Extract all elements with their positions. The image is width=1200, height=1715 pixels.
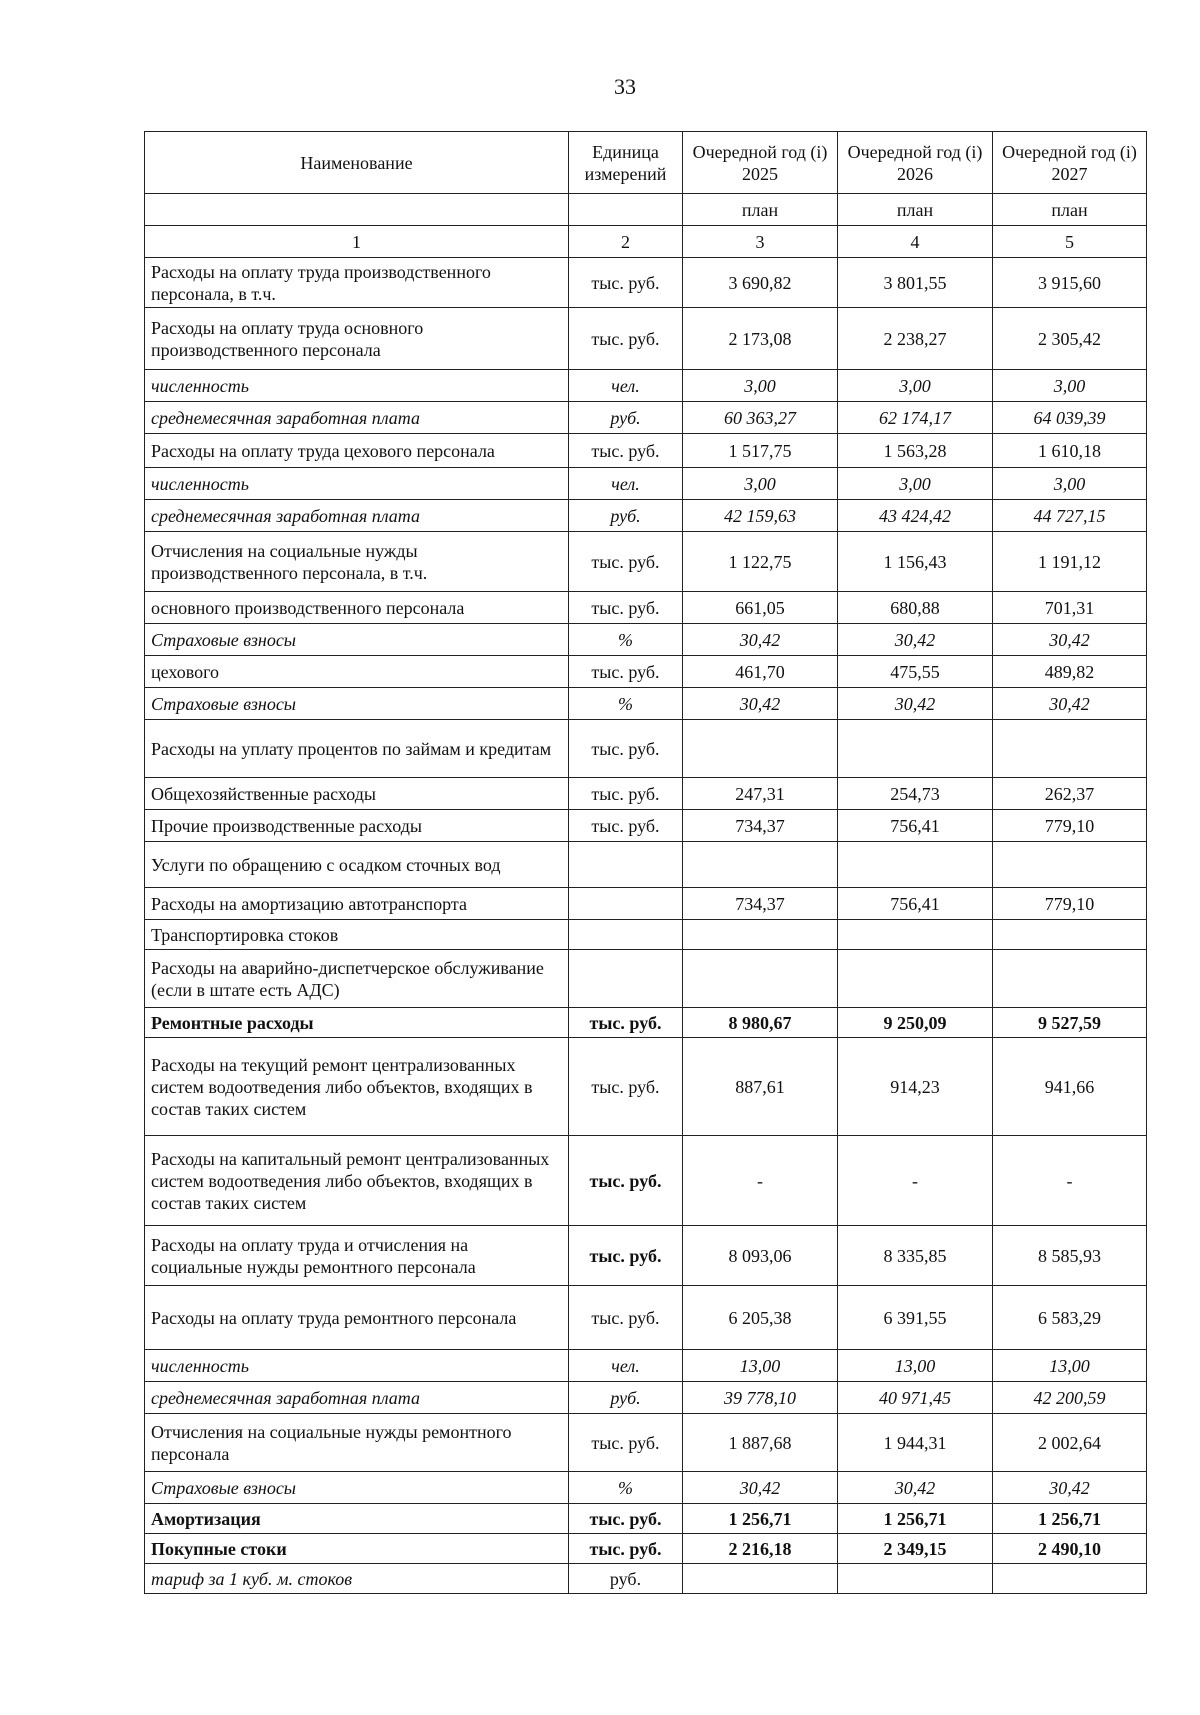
header-plan-row: [145, 194, 1147, 226]
row-value-2026: 2 238,27: [838, 308, 993, 370]
row-value-2025: 1 887,68: [683, 1414, 838, 1472]
row-unit: чел.: [569, 468, 683, 500]
table-row: [145, 370, 1147, 402]
table-row: [145, 258, 1147, 308]
row-value-2026: 756,41: [838, 888, 993, 920]
row-value-2025: 3,00: [683, 468, 838, 500]
row-unit: тыс. руб.: [569, 532, 683, 592]
row-value-2026: 9 250,09: [838, 1008, 993, 1038]
column-number-5: 5: [993, 226, 1147, 258]
row-value-2026: 475,55: [838, 656, 993, 688]
row-name: Расходы на оплату труда производственного персонала, в т.ч.: [145, 258, 569, 308]
row-value-2025: 734,37: [683, 888, 838, 920]
row-unit: тыс. руб.: [569, 810, 683, 842]
row-value-2025: 3 690,82: [683, 258, 838, 308]
column-number-4: 4: [838, 226, 993, 258]
row-value-2025: [683, 1564, 838, 1594]
row-name: среднемесячная заработная плата: [145, 402, 569, 434]
row-value-2026: 1 944,31: [838, 1414, 993, 1472]
row-value-2027: 44 727,15: [993, 500, 1147, 532]
row-name: тариф за 1 куб. м. стоков: [145, 1564, 569, 1594]
row-value-2027: 3 915,60: [993, 258, 1147, 308]
table-row: [145, 1472, 1147, 1504]
row-value-2026: [838, 842, 993, 888]
row-value-2027: 1 191,12: [993, 532, 1147, 592]
header-plan-empty-1: [145, 194, 569, 226]
header-number-row: [145, 226, 1147, 258]
row-name: Транспортировка стоков: [145, 920, 569, 950]
table-row: [145, 308, 1147, 370]
row-value-2025: [683, 842, 838, 888]
row-name: Амортизация: [145, 1504, 569, 1534]
header-unit: Единица измерений: [569, 132, 683, 194]
row-value-2027: 13,00: [993, 1350, 1147, 1382]
row-unit: чел.: [569, 370, 683, 402]
row-value-2025: 734,37: [683, 810, 838, 842]
row-name: Расходы на оплату труда ремонтного персонала: [145, 1286, 569, 1350]
row-value-2026: 680,88: [838, 592, 993, 624]
header-year-2025: Очередной год (i) 2025: [683, 132, 838, 194]
row-value-2027: 6 583,29: [993, 1286, 1147, 1350]
column-number-3: 3: [683, 226, 838, 258]
row-name: Страховые взносы: [145, 688, 569, 720]
table-row: [145, 624, 1147, 656]
row-name: Расходы на аварийно-диспетчерское обслуживание (если в штате есть АДС): [145, 950, 569, 1008]
budget-table: [144, 131, 1147, 1594]
row-value-2025: 13,00: [683, 1350, 838, 1382]
table-row: [145, 810, 1147, 842]
table-row: [145, 1286, 1147, 1350]
row-value-2026: 1 156,43: [838, 532, 993, 592]
row-value-2027: 941,66: [993, 1038, 1147, 1136]
table-row: [145, 1008, 1147, 1038]
row-value-2027: 2 490,10: [993, 1534, 1147, 1564]
row-value-2026: 3,00: [838, 370, 993, 402]
row-value-2026: 43 424,42: [838, 500, 993, 532]
table-row: [145, 1534, 1147, 1564]
row-name: численность: [145, 1350, 569, 1382]
row-value-2025: 887,61: [683, 1038, 838, 1136]
row-name: Отчисления на социальные нужды ремонтного персонала: [145, 1414, 569, 1472]
row-name: цехового: [145, 656, 569, 688]
row-value-2026: 756,41: [838, 810, 993, 842]
row-name: Расходы на капитальный ремонт централизованных систем водоотведения либо объектов, входящих в состав таких систем: [145, 1136, 569, 1226]
row-value-2027: 489,82: [993, 656, 1147, 688]
row-value-2027: [993, 720, 1147, 778]
row-unit: чел.: [569, 1350, 683, 1382]
header-plan-2027: план: [993, 194, 1147, 226]
table-row: [145, 950, 1147, 1008]
header-row: [145, 132, 1147, 194]
row-value-2027: 262,37: [993, 778, 1147, 810]
row-value-2025: [683, 950, 838, 1008]
table-row: [145, 1038, 1147, 1136]
row-unit: тыс. руб.: [569, 1286, 683, 1350]
row-name: Расходы на оплату труда цехового персонала: [145, 434, 569, 468]
table-body: [145, 258, 1147, 1594]
row-value-2026: 1 563,28: [838, 434, 993, 468]
row-unit: тыс. руб.: [569, 1136, 683, 1226]
row-value-2026: 30,42: [838, 688, 993, 720]
row-name: Расходы на оплату труда основного производственного персонала: [145, 308, 569, 370]
table-row: [145, 688, 1147, 720]
row-name: численность: [145, 468, 569, 500]
row-value-2027: [993, 842, 1147, 888]
row-value-2027: 9 527,59: [993, 1008, 1147, 1038]
row-unit: тыс. руб.: [569, 592, 683, 624]
row-value-2027: 779,10: [993, 888, 1147, 920]
row-value-2025: 42 159,63: [683, 500, 838, 532]
row-value-2026: 13,00: [838, 1350, 993, 1382]
row-value-2025: 1 122,75: [683, 532, 838, 592]
row-value-2026: [838, 950, 993, 1008]
row-value-2027: 30,42: [993, 624, 1147, 656]
row-value-2025: -: [683, 1136, 838, 1226]
row-unit: руб.: [569, 1564, 683, 1594]
row-value-2025: 461,70: [683, 656, 838, 688]
row-value-2027: 701,31: [993, 592, 1147, 624]
row-value-2025: 39 778,10: [683, 1382, 838, 1414]
header-year-2026: Очередной год (i) 2026: [838, 132, 993, 194]
row-unit: тыс. руб.: [569, 656, 683, 688]
table-row: [145, 656, 1147, 688]
row-value-2027: -: [993, 1136, 1147, 1226]
row-value-2025: [683, 720, 838, 778]
row-unit: тыс. руб.: [569, 778, 683, 810]
table-row: [145, 888, 1147, 920]
row-value-2026: 30,42: [838, 1472, 993, 1504]
table-row: [145, 778, 1147, 810]
row-name: Расходы на амортизацию автотранспорта: [145, 888, 569, 920]
row-unit: %: [569, 1472, 683, 1504]
row-unit: тыс. руб.: [569, 434, 683, 468]
row-value-2027: 64 039,39: [993, 402, 1147, 434]
row-value-2026: [838, 920, 993, 950]
row-unit: [569, 950, 683, 1008]
row-value-2025: 6 205,38: [683, 1286, 838, 1350]
row-unit: тыс. руб.: [569, 258, 683, 308]
row-value-2026: [838, 1564, 993, 1594]
table-row: [145, 920, 1147, 950]
row-value-2026: 254,73: [838, 778, 993, 810]
row-value-2027: 2 305,42: [993, 308, 1147, 370]
row-name: Покупные стоки: [145, 1534, 569, 1564]
row-name: Страховые взносы: [145, 624, 569, 656]
row-value-2026: 914,23: [838, 1038, 993, 1136]
table-row: [145, 720, 1147, 778]
row-value-2026: 2 349,15: [838, 1534, 993, 1564]
row-value-2027: [993, 920, 1147, 950]
row-value-2025: 1 256,71: [683, 1504, 838, 1534]
table-row: [145, 468, 1147, 500]
row-value-2025: 661,05: [683, 592, 838, 624]
table-row: [145, 1226, 1147, 1286]
table-row: [145, 1350, 1147, 1382]
row-value-2025: 2 173,08: [683, 308, 838, 370]
row-value-2026: 6 391,55: [838, 1286, 993, 1350]
row-unit: %: [569, 624, 683, 656]
row-unit: тыс. руб.: [569, 308, 683, 370]
row-value-2026: 1 256,71: [838, 1504, 993, 1534]
row-name: Расходы на текущий ремонт централизованных систем водоотведения либо объектов, входящих в состав таких систем: [145, 1038, 569, 1136]
table-row: [145, 500, 1147, 532]
row-value-2026: 8 335,85: [838, 1226, 993, 1286]
header-plan-empty-2: [569, 194, 683, 226]
row-unit: %: [569, 688, 683, 720]
row-value-2027: [993, 1564, 1147, 1594]
table-row: [145, 1414, 1147, 1472]
row-name: Прочие производственные расходы: [145, 810, 569, 842]
header-plan-2026: план: [838, 194, 993, 226]
row-value-2025: 247,31: [683, 778, 838, 810]
header-plan-2025: план: [683, 194, 838, 226]
row-name: Услуги по обращению с осадком сточных вод: [145, 842, 569, 888]
row-name: основного производственного персонала: [145, 592, 569, 624]
row-name: Расходы на уплату процентов по займам и кредитам: [145, 720, 569, 778]
row-name: Страховые взносы: [145, 1472, 569, 1504]
row-value-2026: [838, 720, 993, 778]
row-unit: тыс. руб.: [569, 1038, 683, 1136]
row-value-2025: 2 216,18: [683, 1534, 838, 1564]
row-value-2025: 1 517,75: [683, 434, 838, 468]
table-row: [145, 434, 1147, 468]
row-value-2025: 8 980,67: [683, 1008, 838, 1038]
row-value-2025: 30,42: [683, 1472, 838, 1504]
row-value-2025: 30,42: [683, 624, 838, 656]
row-value-2027: 2 002,64: [993, 1414, 1147, 1472]
row-unit: тыс. руб.: [569, 1504, 683, 1534]
row-value-2027: 1 256,71: [993, 1504, 1147, 1534]
row-name: Расходы на оплату труда и отчисления на социальные нужды ремонтного персонала: [145, 1226, 569, 1286]
header-year-2027: Очередной год (i) 2027: [993, 132, 1147, 194]
page-number: 33: [614, 74, 636, 99]
row-value-2027: 30,42: [993, 1472, 1147, 1504]
row-unit: тыс. руб.: [569, 1226, 683, 1286]
row-unit: [569, 842, 683, 888]
column-number-2: 2: [569, 226, 683, 258]
row-unit: [569, 920, 683, 950]
table-row: [145, 1382, 1147, 1414]
row-value-2027: 8 585,93: [993, 1226, 1147, 1286]
row-unit: руб.: [569, 500, 683, 532]
row-value-2026: -: [838, 1136, 993, 1226]
row-unit: тыс. руб.: [569, 1414, 683, 1472]
row-name: Ремонтные расходы: [145, 1008, 569, 1038]
row-value-2026: 30,42: [838, 624, 993, 656]
row-value-2027: 42 200,59: [993, 1382, 1147, 1414]
row-unit: тыс. руб.: [569, 720, 683, 778]
table-row: [145, 1136, 1147, 1226]
row-value-2027: 1 610,18: [993, 434, 1147, 468]
row-value-2027: 3,00: [993, 468, 1147, 500]
table-row: [145, 592, 1147, 624]
table-row: [145, 842, 1147, 888]
row-name: среднемесячная заработная плата: [145, 500, 569, 532]
row-unit: [569, 888, 683, 920]
row-value-2027: 3,00: [993, 370, 1147, 402]
row-value-2025: 3,00: [683, 370, 838, 402]
row-name: численность: [145, 370, 569, 402]
row-value-2026: 3,00: [838, 468, 993, 500]
row-value-2026: 62 174,17: [838, 402, 993, 434]
row-value-2025: 30,42: [683, 688, 838, 720]
row-value-2025: [683, 920, 838, 950]
row-value-2027: 30,42: [993, 688, 1147, 720]
row-unit: тыс. руб.: [569, 1534, 683, 1564]
row-unit: руб.: [569, 402, 683, 434]
row-unit: руб.: [569, 1382, 683, 1414]
row-value-2027: 779,10: [993, 810, 1147, 842]
row-value-2025: 60 363,27: [683, 402, 838, 434]
row-unit: тыс. руб.: [569, 1008, 683, 1038]
table-row: [145, 402, 1147, 434]
row-name: Общехозяйственные расходы: [145, 778, 569, 810]
column-number-1: 1: [145, 226, 569, 258]
header-name: Наименование: [145, 132, 569, 194]
row-name: среднемесячная заработная плата: [145, 1382, 569, 1414]
table-row: [145, 1504, 1147, 1534]
row-value-2025: 8 093,06: [683, 1226, 838, 1286]
row-value-2026: 3 801,55: [838, 258, 993, 308]
row-name: Отчисления на социальные нужды производственного персонала, в т.ч.: [145, 532, 569, 592]
row-value-2026: 40 971,45: [838, 1382, 993, 1414]
table-row: [145, 1564, 1147, 1594]
row-value-2027: [993, 950, 1147, 1008]
table-row: [145, 532, 1147, 592]
